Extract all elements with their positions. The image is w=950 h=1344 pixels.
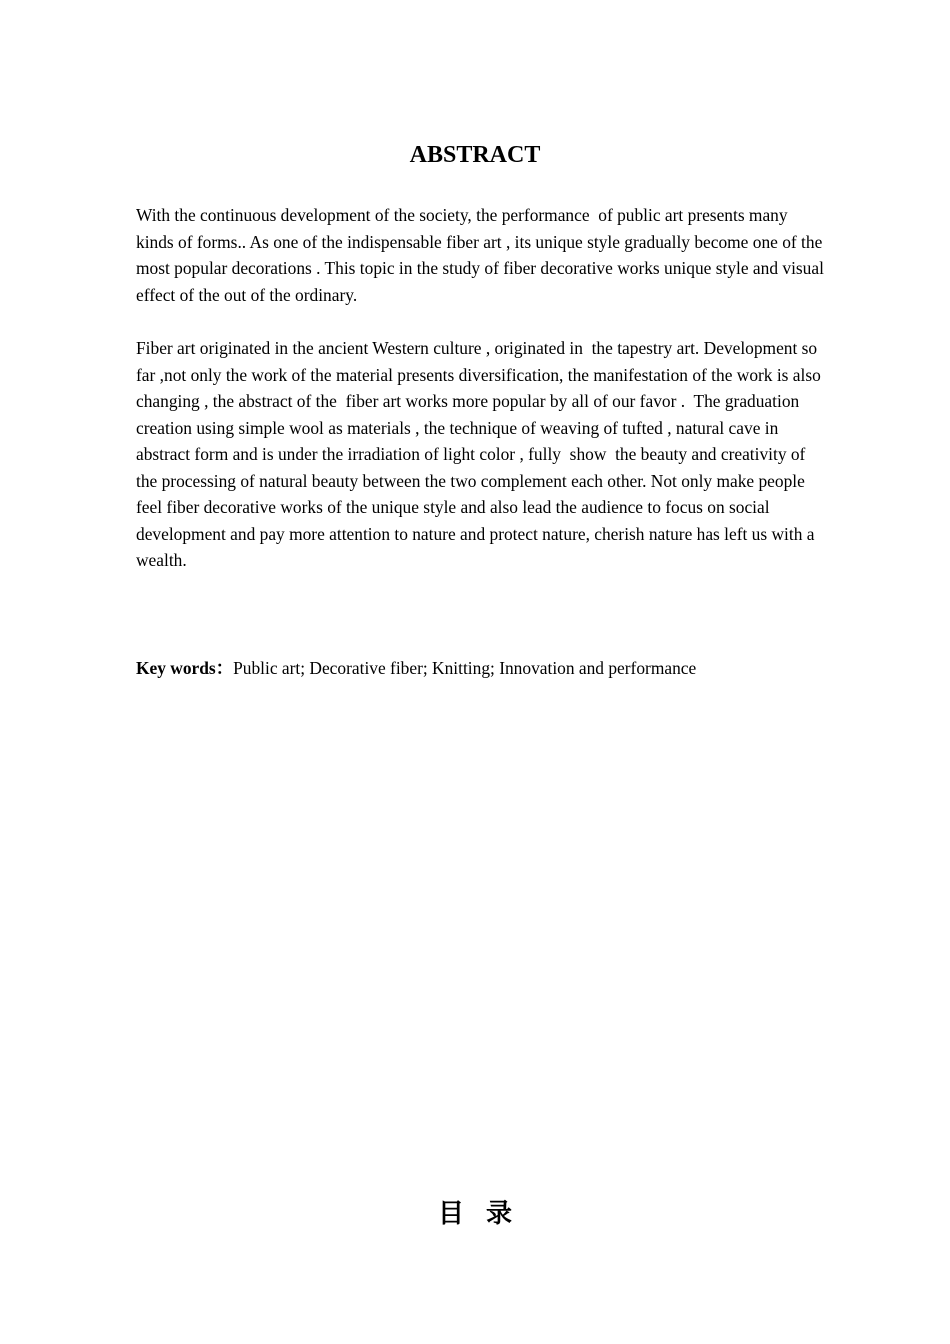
abstract-paragraph-1: With the continuous development of the society, the performance of public art presents many kinds of forms.. As one of the indispensable fiber art , its unique style gradually become one of the most popular decorations . This topic in the study of fiber decorative works unique style and visual effect of the out of the ordinary. <box>136 205 829 305</box>
abstract-paragraph-2: Fiber art originated in the ancient Western culture , originated in the tapestry art. Development so far ,not only the work of the material presents diversification, the manifestation of the work is also changing , the abstract of the fiber art works more popular by all of our favor . The graduation creation using simple wool as materials , the technique of weaving of tufted , natural cave in abstract form and is under the irradiation of light color , fully show the beauty and creativity of the processing of natural beauty between the two complement each other. Not only make people feel fiber decorative works of the unique style and also lead the audience to focus on social development and pay more attention to nature and protect nature, cherish nature has left us with a wealth. <box>136 338 826 570</box>
keywords-line <box>136 655 856 681</box>
keywords-value: Public art; Decorative fiber; Knitting; Innovation and performance <box>233 658 697 678</box>
toc-title: 目录 <box>437 1199 534 1229</box>
abstract-title: ABSTRACT <box>409 142 541 168</box>
keywords-label: Key words： <box>136 658 234 678</box>
